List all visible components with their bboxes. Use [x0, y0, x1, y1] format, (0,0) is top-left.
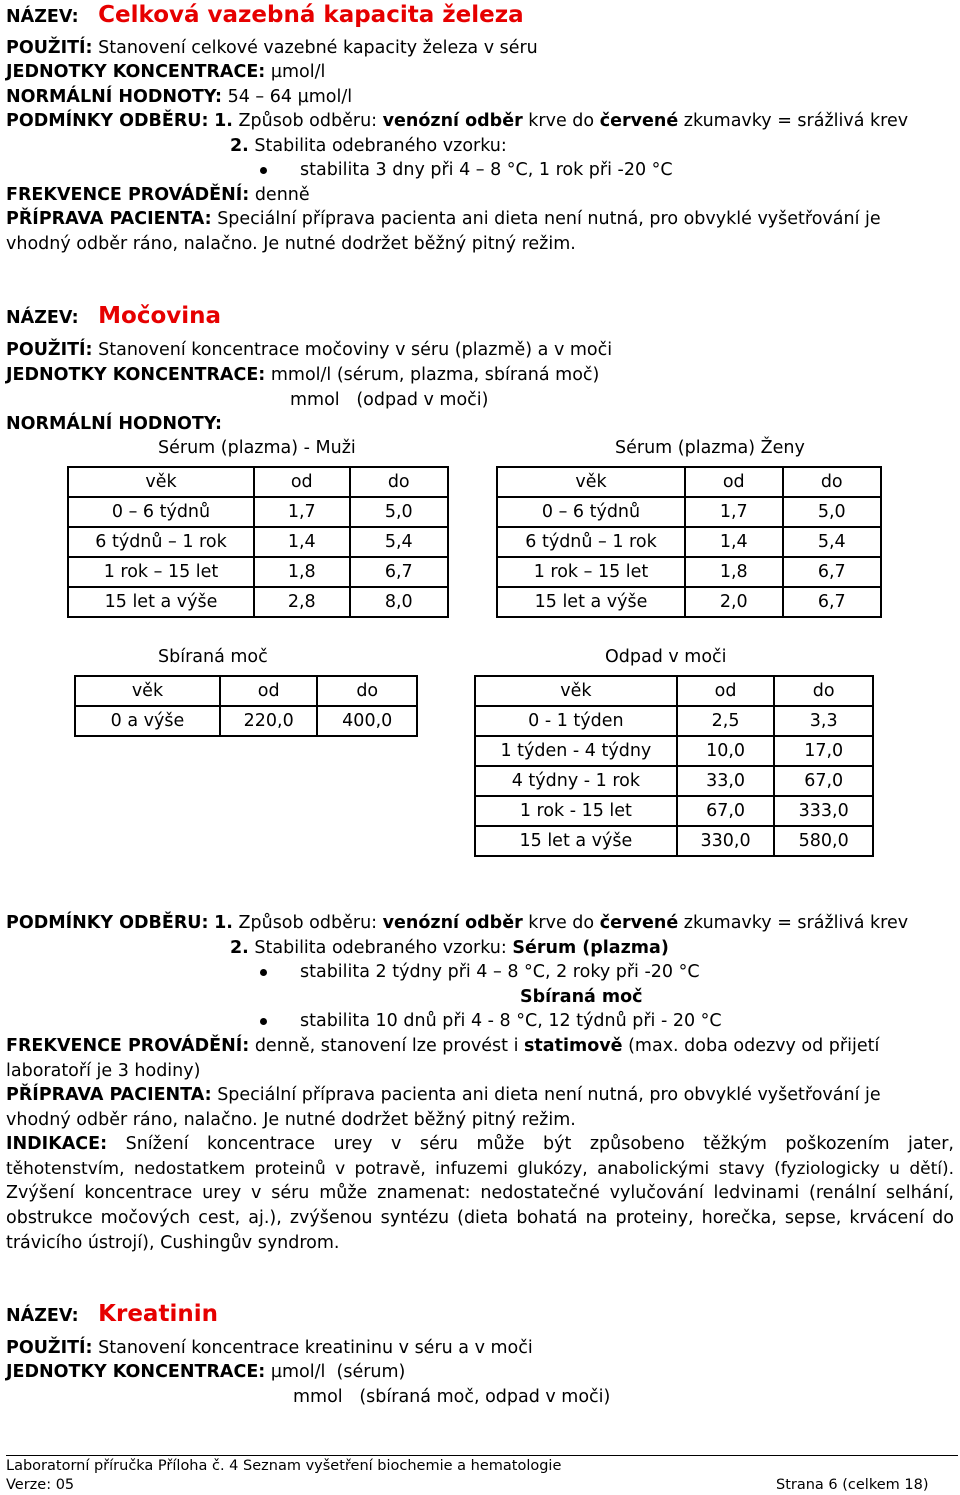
table-header-row [75, 676, 417, 706]
frekvence-line [6, 1035, 879, 1057]
step-text: Stabilita odebraného vzorku: [254, 136, 507, 156]
jednotky-text-2: mmol (sbíraná moč, odpad v moči) [293, 1387, 611, 1407]
table-cell: 1,8 [254, 557, 350, 587]
table-header-cell: do [317, 676, 417, 706]
step-text: zkumavky = srážlivá krev [683, 111, 909, 131]
step-number: 2. [230, 136, 249, 156]
priprava-label: PŘÍPRAVA PACIENTA: [6, 209, 212, 229]
priprava-line [6, 1084, 881, 1106]
jednotky-label: JEDNOTKY KONCENTRACE: [6, 365, 266, 385]
table-cell: 0 - 1 týden [475, 706, 677, 736]
nazev-label: NÁZEV: [6, 308, 79, 328]
table-row [68, 587, 448, 617]
bullet-icon [260, 167, 267, 174]
priprava-text-2: vhodný odběr ráno, nalačno. Je nutné dodržet běžný pitný režim. [6, 1110, 576, 1130]
frekvence-text: denně [254, 185, 310, 205]
pouziti-line [6, 339, 612, 361]
table-row [475, 796, 873, 826]
priprava-text: Speciální příprava pacienta ani dieta není nutná, pro obvyklé vyšetřování je [217, 1085, 881, 1105]
table-header-cell: věk [75, 676, 220, 706]
table-cell: 33,0 [677, 766, 775, 796]
table-sbirana [74, 675, 418, 737]
jednotky-text-2: mmol (odpad v moči) [290, 390, 489, 410]
table-header-cell: věk [475, 676, 677, 706]
table-cell: 5,4 [350, 527, 449, 557]
table-cell: 400,0 [317, 706, 417, 736]
step-text: Stabilita odebraného vzorku: [254, 938, 507, 958]
footer-title: Laboratorní příručka Příloha č. 4 Seznam vyšetření biochemie a hematologie [6, 1458, 562, 1474]
section-header-urea [6, 305, 221, 329]
table-cell: 1 rok - 15 let [475, 796, 677, 826]
indikace-text-4: obstrukce močových cest, aj.), zvýšenou syntézu (dieta bohatá na proteiny, horečka, sepse, krvácení do [6, 1208, 954, 1228]
section-title: Kreatinin [98, 1301, 218, 1327]
frekvence-line [6, 184, 310, 206]
jednotky-text: µmol/l (sérum) [270, 1362, 406, 1382]
table-header-cell: od [254, 467, 350, 497]
table-row [475, 766, 873, 796]
pouziti-label: POUŽITÍ: [6, 340, 93, 360]
table-muzi [67, 466, 449, 618]
table-cell: 1,7 [254, 497, 350, 527]
bullet-icon [260, 969, 267, 976]
frekvence-text: denně, stanovení lze provést i [254, 1036, 519, 1056]
normal-line [6, 86, 352, 108]
table-cell: 2,8 [254, 587, 350, 617]
jednotky-label: JEDNOTKY KONCENTRACE: [6, 62, 266, 82]
jednotky-label: JEDNOTKY KONCENTRACE: [6, 1362, 266, 1382]
table-cell: 333,0 [774, 796, 873, 826]
jednotky-line [6, 61, 325, 83]
table-cell: 10,0 [677, 736, 775, 766]
table-cell: 67,0 [677, 796, 775, 826]
step-text: krve do [528, 913, 595, 933]
jednotky-text: mmol/l (sérum, plazma, sbíraná moč) [270, 365, 600, 385]
pouziti-line [6, 1337, 533, 1359]
table-cell: 220,0 [220, 706, 318, 736]
nazev-label: NÁZEV: [6, 1306, 79, 1326]
jednotky-line [6, 364, 599, 386]
step-bold: červené [599, 111, 679, 131]
table-cell: 8,0 [350, 587, 449, 617]
table-cell: 15 let a výše [68, 587, 254, 617]
stability-bullet-urine: stabilita 10 dnů při 4 - 8 °C, 12 týdnů při - 20 °C [300, 1011, 722, 1031]
table-row [497, 497, 881, 527]
nazev-label: NÁZEV: [6, 7, 79, 27]
table-zeny [496, 466, 882, 618]
table-header-cell: od [685, 467, 783, 497]
section-header-creatinine [6, 1303, 218, 1327]
pouziti-text: Stanovení koncentrace močoviny v séru (plazmě) a v moči [98, 340, 613, 360]
table-row [475, 736, 873, 766]
table-header-cell: do [350, 467, 449, 497]
priprava-label: PŘÍPRAVA PACIENTA: [6, 1085, 212, 1105]
table-cell: 1,4 [685, 527, 783, 557]
table-cell: 15 let a výše [475, 826, 677, 856]
normal-label-text: NORMÁLNÍ HODNOTY: [6, 414, 223, 434]
footer-version: Verze: 05 [6, 1477, 75, 1493]
podminky-label: PODMÍNKY ODBĚRU: [6, 111, 209, 131]
priprava-line [6, 208, 881, 230]
indikace-line [6, 1133, 954, 1155]
table-header-cell: od [220, 676, 318, 706]
table-odpad [474, 675, 874, 857]
table-header-cell: věk [497, 467, 685, 497]
table-cell: 1,4 [254, 527, 350, 557]
section-title: Celková vazebná kapacita železa [98, 2, 524, 28]
table-row [68, 497, 448, 527]
step-number: 2. [230, 938, 249, 958]
frekvence-label: FREKVENCE PROVÁDĚNÍ: [6, 1036, 250, 1056]
step-number: 1. [214, 111, 233, 131]
frekvence-text: (max. doba odezvy od přijetí [628, 1036, 880, 1056]
pouziti-line [6, 37, 538, 59]
table-cell: 1 týden - 4 týdny [475, 736, 677, 766]
footer-divider [6, 1455, 958, 1456]
table-header-cell: od [677, 676, 775, 706]
podminky-label: PODMÍNKY ODBĚRU: [6, 913, 209, 933]
table-row [75, 706, 417, 736]
table-cell: 6,7 [783, 557, 882, 587]
stability-bullet: stabilita 3 dny při 4 – 8 °C, 1 rok při -20 °C [300, 160, 673, 180]
table-cell: 6 týdnů – 1 rok [497, 527, 685, 557]
table-cell: 5,0 [783, 497, 882, 527]
table-cell: 2,5 [677, 706, 775, 736]
table-cell: 1 rok – 15 let [68, 557, 254, 587]
pouziti-text: Stanovení koncentrace kreatininu v séru a v moči [98, 1338, 533, 1358]
table-header-cell: do [774, 676, 873, 706]
step-bold: červené [599, 913, 679, 933]
table-cell: 6 týdnů – 1 rok [68, 527, 254, 557]
table-cell: 1 rok – 15 let [497, 557, 685, 587]
step-bold: venózní odběr [382, 913, 523, 933]
subheading-sbirana: Sbíraná moč [520, 987, 643, 1007]
jednotky-line [6, 1361, 405, 1383]
table-row [68, 527, 448, 557]
table-row [475, 706, 873, 736]
normal-label [6, 413, 222, 435]
step-text: zkumavky = srážlivá krev [683, 913, 909, 933]
step-number: 1. [214, 913, 233, 933]
podminky-line [6, 110, 908, 132]
frekvence-text-2: laboratoří je 3 hodiny) [6, 1061, 201, 1081]
table-header-row [475, 676, 873, 706]
table-cell: 1,8 [685, 557, 783, 587]
caption-odpad: Odpad v moči [605, 647, 727, 667]
indikace-text: Snížení koncentrace urey v séru může být způsobeno těžkým poškozením jater, [125, 1134, 954, 1154]
indikace-text-3: Zvýšení koncentrace urey v séru může znamenat: nedostatečné vylučování ledvinami (renální selhání, [6, 1183, 954, 1203]
table-cell: 15 let a výše [497, 587, 685, 617]
table-cell: 2,0 [685, 587, 783, 617]
pouziti-label: POUŽITÍ: [6, 38, 93, 58]
table-cell: 5,4 [783, 527, 882, 557]
table-row [497, 527, 881, 557]
normal-text: 54 – 64 µmol/l [227, 87, 353, 107]
pouziti-text: Stanovení celkové vazebné kapacity železa v séru [98, 38, 538, 58]
priprava-text: Speciální příprava pacienta ani dieta není nutná, pro obvyklé vyšetřování je [217, 209, 881, 229]
stability-bullet-serum: stabilita 2 týdny při 4 – 8 °C, 2 roky při -20 °C [300, 962, 700, 982]
table-row [68, 557, 448, 587]
table-cell: 0 – 6 týdnů [68, 497, 254, 527]
table-row [497, 587, 881, 617]
table-cell: 4 týdny - 1 rok [475, 766, 677, 796]
table-cell: 330,0 [677, 826, 775, 856]
table-cell: 5,0 [350, 497, 449, 527]
pouziti-label: POUŽITÍ: [6, 1338, 93, 1358]
section-title: Močovina [98, 303, 222, 329]
indikace-label: INDIKACE: [6, 1134, 108, 1154]
caption-sbirana: Sbíraná moč [158, 647, 268, 667]
table-cell: 1,7 [685, 497, 783, 527]
table-cell: 6,7 [783, 587, 882, 617]
podminky-step2 [230, 937, 669, 959]
table-cell: 6,7 [350, 557, 449, 587]
step-bold: Sérum (plazma) [512, 938, 669, 958]
step-bold: venózní odběr [382, 111, 523, 131]
indikace-text-5: trávicího ústrojí), Cushingův syndrom. [6, 1233, 340, 1253]
priprava-text-2: vhodný odběr ráno, nalačno. Je nutné dodržet běžný pitný režim. [6, 234, 576, 254]
table-header-row [68, 467, 448, 497]
step-text: Způsob odběru: [238, 913, 378, 933]
indikace-text-2: těhotenstvím, nedostatkem proteinů v potravě, infuzemi glukózy, anabolickými stavy (fyziologicky u dětí). [6, 1159, 954, 1179]
bullet-icon [260, 1018, 267, 1025]
jednotky-text: µmol/l [270, 62, 326, 82]
caption-zeny: Sérum (plazma) Ženy [615, 438, 805, 458]
normal-label: NORMÁLNÍ HODNOTY: [6, 87, 223, 107]
table-row [475, 826, 873, 856]
table-cell: 0 a výše [75, 706, 220, 736]
section-header-iron [6, 4, 524, 28]
table-cell: 0 – 6 týdnů [497, 497, 685, 527]
frekvence-bold: statimově [524, 1036, 623, 1056]
podminky-step2 [230, 135, 507, 157]
table-header-cell: do [783, 467, 882, 497]
step-text: Způsob odběru: [238, 111, 378, 131]
table-header-cell: věk [68, 467, 254, 497]
table-cell: 17,0 [774, 736, 873, 766]
step-text: krve do [528, 111, 595, 131]
table-cell: 67,0 [774, 766, 873, 796]
podminky-line [6, 912, 908, 934]
frekvence-label: FREKVENCE PROVÁDĚNÍ: [6, 185, 250, 205]
table-row [497, 557, 881, 587]
table-header-row [497, 467, 881, 497]
table-cell: 3,3 [774, 706, 873, 736]
caption-muzi: Sérum (plazma) - Muži [158, 438, 356, 458]
table-cell: 580,0 [774, 826, 873, 856]
footer-page: Strana 6 (celkem 18) [776, 1477, 929, 1493]
